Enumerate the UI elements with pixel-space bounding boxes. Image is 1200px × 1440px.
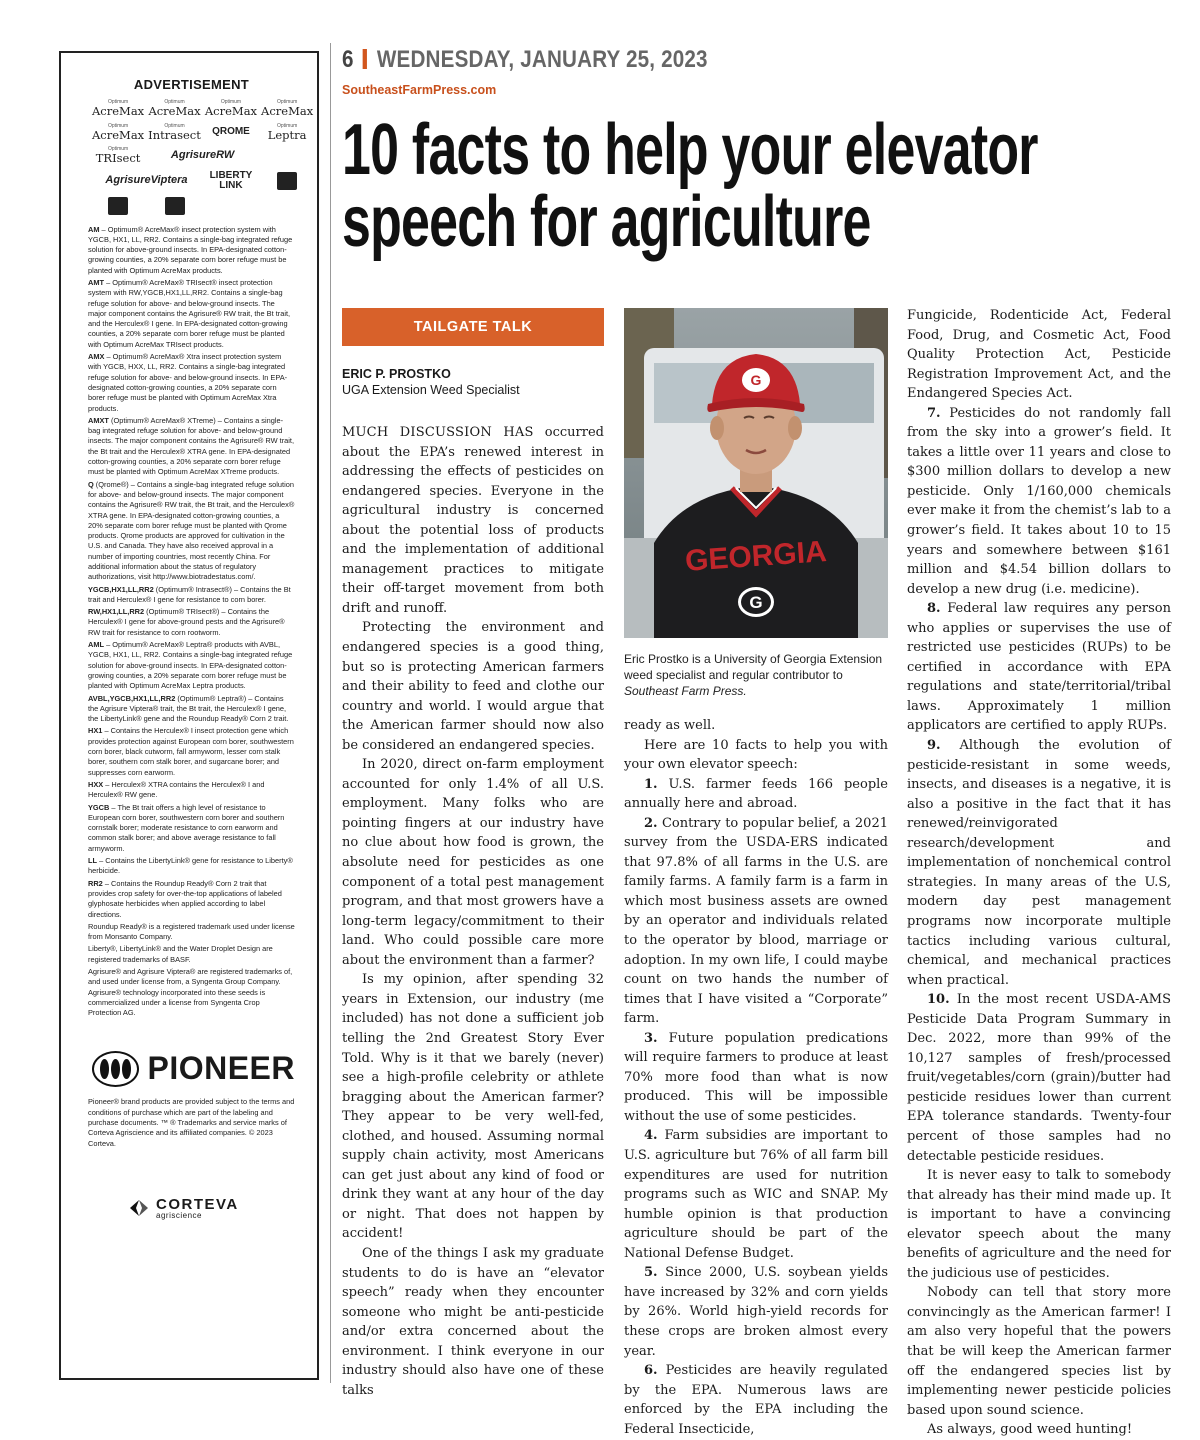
paragraph-text: In 2020, direct on-farm employment accounted for only 1.4% of all U.S. employment. Many folks who are pointing fingers at our industry have no clue about how food is grown, the absolute need for pesticides as one component of a total pest management program, and that most growers have a long-term legacy/commitment to their land. Who could possible care more about the environment than a farmer? bbox=[342, 757, 604, 968]
article-paragraph bbox=[907, 736, 1171, 990]
article-paragraph bbox=[624, 716, 888, 736]
article-paragraph bbox=[624, 1263, 888, 1361]
fact-number: 7. bbox=[927, 405, 941, 421]
paragraph-text: Here are 10 facts to help you with your own elevator speech: bbox=[624, 737, 888, 773]
trait-text: (Qrome®) – Contains a single-bag integrated refuge solution for above- and below-ground insects. The major component contains the Agrisure® RW trait, the Bt trait, and the Herculex® XTRA gene. In EPA-designated cotton-growing counties, a 20% separate corn borer refuge must be planted with Qrome products. Qrome products are approved for cultivation in the U.S. and Canada. They have also received approval in a number of importing countries, most recently China. For additional information about the status of regulatory authorizations, visit http://www.biotradestatus.com/. bbox=[88, 479, 295, 582]
article-paragraph bbox=[342, 1244, 604, 1400]
trait-definition bbox=[88, 352, 295, 414]
trait-definition bbox=[88, 780, 295, 801]
logo-brand-line: Optimum bbox=[107, 122, 129, 129]
logo-brand-line: Optimum bbox=[276, 99, 298, 105]
article-column-3 bbox=[907, 306, 1171, 1440]
article-column-1 bbox=[342, 423, 604, 1400]
site-link[interactable]: SoutheastFarmPress.com bbox=[342, 83, 497, 97]
corteva-name: CORTEVA bbox=[156, 1195, 239, 1213]
article-column-2 bbox=[624, 716, 888, 1439]
svg-text:G: G bbox=[750, 372, 762, 388]
fact-number: 10. bbox=[927, 992, 950, 1008]
fact-number: 4. bbox=[644, 1128, 658, 1144]
paragraph-text: In the most recent USDA-AMS Pesticide Data Program Summary in Dec. 2022, more than 99% of the 10,127 samples of fresh/processed fruit/vegetables/corn (grain)/butter had pesticide residues lower than current EPA tolerance standards. Twenty-four percent of those samples had no detectable pesticide residues. bbox=[907, 992, 1171, 1164]
trait-badge-icon bbox=[277, 172, 297, 190]
product-logo bbox=[205, 171, 257, 191]
article-headline: 10 facts to help your elevator speech for agriculture bbox=[342, 110, 1038, 262]
article-paragraph bbox=[624, 1126, 888, 1263]
logo-name: AcreMax bbox=[92, 104, 145, 118]
article-paragraph bbox=[342, 423, 604, 618]
product-logo bbox=[92, 124, 144, 142]
lead-in-text: MUCH DISCUSSION HAS bbox=[342, 425, 534, 440]
trait-definition bbox=[88, 640, 295, 691]
trait-definition bbox=[88, 967, 295, 1018]
logo-brand-line: Optimum bbox=[164, 99, 185, 105]
trait-code: AVBL,YGCB,HX1,LL,RR2 bbox=[88, 693, 176, 703]
paragraph-text: Contrary to popular belief, a 2021 survey from the USDA-ERS indicated that 97.8% of all farms in the U.S. are family farms. A family farm is a farm in which most business assets are owned by an operator and individuals related to the operator by blood, marriage or adoption. In my own life, I could maybe count on two hands the number of times that I have visited a “Corporate” farm. bbox=[624, 815, 888, 1027]
author-portrait-image bbox=[624, 308, 888, 638]
fact-number: 9. bbox=[927, 738, 941, 754]
trait-definition bbox=[88, 726, 295, 777]
article-paragraph bbox=[624, 1029, 888, 1127]
trait-text: (Optimum® Leptra®) – Contains the Agrisure Viptera® trait, the Bt trait, the Herculex® I gene, the LibertyLink® gene and the Roundup Ready® Corn 2 trait. bbox=[88, 693, 289, 724]
corteva-mark-icon bbox=[128, 1199, 150, 1217]
trait-code: AMX bbox=[88, 352, 105, 362]
trait-text: – The Bt trait offers a high level of resistance to European corn borer, southwestern corn borer and southern cornstalk borer; moderate resistance to corn earworm and common stalk borer; and above average resistance to fall armyworm. bbox=[88, 802, 285, 853]
trait-definition bbox=[88, 803, 295, 854]
article-paragraph bbox=[907, 1283, 1171, 1420]
corteva-wordmark bbox=[156, 1197, 239, 1220]
logo-name: AcreMax bbox=[204, 104, 258, 118]
trait-definition bbox=[88, 694, 295, 725]
article-paragraph bbox=[907, 1420, 1171, 1440]
trait-definition bbox=[88, 944, 295, 965]
trait-text: – Optimum® AcreMax® Xtra insect protection system with YGCB, HXX, LL, RR2. Contains a single-bag integrated refuge solution for above- and below-ground insects. In EPA-designated cotton-growing counties, a 20% separate corn borer refuge must be planted with Optimum AcreMax Xtra products. bbox=[88, 352, 288, 413]
article-paragraph bbox=[342, 755, 604, 970]
product-logo bbox=[268, 124, 307, 142]
paragraph-text: Although the evolution of pesticide-resistant in some weeds, insects, and diseases is a negative, it is also a positive in the fact that it has renewed/reinvigorated research/development and implementation of nonchemical control strategies. In many areas of the U.S, modern day pest management programs now incorporate multiple tactics including various cultural, chemical, and mechanical practices when practical. bbox=[907, 738, 1171, 988]
trait-definitions bbox=[88, 225, 295, 1019]
paragraph-text: Federal law requires any person who applies or supervises the use of restricted use pesticides (RUPs) to be certified in accordance with EPA regulations and state/territorial/tribal laws. Approximately 1 million applicators are certified to apply RUPs. bbox=[907, 601, 1171, 734]
trait-code: AMT bbox=[88, 277, 105, 287]
corteva-subtitle: agriscience bbox=[156, 1210, 202, 1220]
photo-caption bbox=[624, 651, 888, 700]
logo-name: AcreMax bbox=[148, 104, 201, 118]
article-paragraph bbox=[907, 990, 1171, 1166]
paragraph-text: Pesticides are heavily regulated by the EPA. Numerous laws are enforced by the EPA including the Federal Insecticide, bbox=[624, 1363, 888, 1437]
trait-text: Roundup Ready® is a registered trademark used under license from Monsanto Company. bbox=[88, 921, 295, 942]
author-byline bbox=[342, 366, 520, 398]
corteva-logo bbox=[128, 1197, 295, 1220]
trait-code: LL bbox=[88, 856, 98, 866]
trait-text: Agrisure® and Agrisure Viptera® are registered trademarks of, and used under license from, a Syngenta Group Company. Agrisure® technology incorporated into these seeds is commercialized under a license from Syngenta Crop Protection AG. bbox=[88, 966, 293, 1018]
fact-number: 2. bbox=[644, 815, 658, 831]
trait-text: – Contains the LibertyLink® gene for resistance to Liberty® herbicide. bbox=[88, 856, 293, 876]
fact-number: 1. bbox=[644, 776, 658, 792]
fact-number: 6. bbox=[644, 1363, 658, 1379]
trait-definition bbox=[88, 879, 295, 920]
page-header bbox=[342, 46, 708, 74]
ad-disclaimer: Pioneer® brand products are provided subject to the terms and conditions of purchase which are part of the labeling and purchase documents. ™ ® Trademarks and service marks of Corteva Agriscience and its affiliated companies. © 2023 Corteva. bbox=[88, 1097, 295, 1148]
product-logo bbox=[92, 100, 144, 118]
trait-code: HXX bbox=[88, 779, 104, 789]
article-paragraph bbox=[624, 1361, 888, 1439]
product-logo bbox=[148, 100, 200, 118]
paragraph-text: Pesticides do not randomly fall from the sky into a grower’s field. It takes a little over 11 years and close to $300 million dollars to develop a new pesticide. Only 1/160,000 chemicals ever make it from the chemist’s lab to a grower’s field. It takes about 10 to 15 years and somewhere between $161 million and $4.54 billion dollars to develop a new drug (i.e. medicine). bbox=[907, 405, 1171, 597]
trait-code: AM bbox=[88, 224, 100, 234]
logo-name: AgrisureViptera bbox=[105, 174, 188, 186]
product-logo bbox=[171, 150, 234, 161]
fact-number: 8. bbox=[927, 601, 941, 617]
issue-date: WEDNESDAY, JANUARY 25, 2023 bbox=[376, 46, 708, 73]
author-name: ERIC P. PROSTKO bbox=[342, 367, 451, 381]
logo-name: AcreMax bbox=[92, 127, 145, 142]
logo-brand-line: Optimum bbox=[276, 122, 298, 129]
product-logo bbox=[105, 175, 187, 186]
page-number: 6 bbox=[342, 46, 354, 73]
trait-badge-icon bbox=[108, 197, 128, 215]
author-title: UGA Extension Weed Specialist bbox=[342, 383, 520, 397]
trait-code: YGCB,HX1,LL,RR2 bbox=[88, 584, 154, 594]
paragraph-text: Nobody can tell that story more convincingly as the American farmer! I am also very hopeful that the powers that be will keep the American farmer off the endangered species list by implementing newer pesticide policies based upon sound science. bbox=[907, 1285, 1171, 1418]
article-paragraph bbox=[342, 618, 604, 755]
trait-text: – Optimum® AcreMax® Leptra® products with AVBL, YGCB, HX1, LL, RR2. Contains a single-bag integrated refuge solution for above-ground insects. In EPA-designated cotton-growing counties, a 20% separate corn borer refuge must be planted with Optimum AcreMax Leptra products. bbox=[88, 640, 293, 691]
pioneer-logo bbox=[92, 1050, 295, 1087]
pioneer-wordmark: PIONEER bbox=[147, 1050, 295, 1087]
paragraph-text: Farm subsidies are important to U.S. agriculture but 76% of all farm bill expenditures are used for nutrition programs such as WIC and SNAP. My humble opinion is that production agriculture should be part of the National Defense Budget. bbox=[624, 1128, 888, 1261]
header-separator bbox=[362, 49, 366, 69]
trait-text: – Contains the Roundup Ready® Corn 2 trait that provides crop safety for over-the-top applications of labeled glyphosate herbicides when applied according to label directions. bbox=[88, 878, 282, 919]
product-logo-grid bbox=[92, 99, 314, 215]
logo-name: LIBERTY LINK bbox=[209, 169, 253, 191]
shirt-lettering: GEORGIA bbox=[684, 535, 828, 578]
paragraph-text: Fungicide, Rodenticide Act, Federal Food, Drug, and Cosmetic Act, Food Quality Protection Act, Pesticide Registration Improvement Act, and the Endangered Species Act. bbox=[907, 308, 1171, 402]
paragraph-text: One of the things I ask my graduate students to do is have an “elevator speech” ready when they encounter someone who might be anti-pesticide and/or extra concerned about the environment. I think everyone in our industry should also have one of these talks bbox=[342, 1245, 604, 1398]
article-paragraph bbox=[624, 775, 888, 814]
trait-definition bbox=[88, 922, 295, 943]
paragraph-text: Is my opinion, after spending 32 years in Extension, our industry (me included) has not done a sufficient job telling the 2nd Greatest Story Ever Told. Why is it that we barely (never) see a high-profile celebrity or athlete bragging about the American farmer? They appear to be very well-fed, clothed, and housed. Assuming normal supply chain activity, most Americans can get just about any kind of food or drink they want at any hour of the day or night. That does not happen by accident! bbox=[342, 972, 604, 1242]
product-logo bbox=[205, 100, 257, 118]
trait-code: HX1 bbox=[88, 726, 103, 736]
corn-badge-icon bbox=[165, 197, 185, 215]
caption-text: Eric Prostko is a University of Georgia Extension weed specialist and regular contributor to bbox=[624, 652, 883, 683]
advertisement-label: ADVERTISEMENT bbox=[133, 77, 250, 92]
trait-code: AMXT bbox=[88, 415, 109, 425]
trait-code: AML bbox=[88, 640, 105, 650]
trait-definition bbox=[88, 278, 295, 350]
logo-name: Leptra bbox=[267, 127, 307, 142]
svg-text:G: G bbox=[749, 593, 763, 612]
product-logo bbox=[212, 127, 250, 137]
fact-number: 3. bbox=[644, 1030, 658, 1046]
logo-brand-line: Optimum bbox=[164, 122, 185, 129]
logo-brand-line: Optimum bbox=[107, 146, 129, 152]
trait-text: (Optimum® TRIsect®) – Contains the Herculex® I gene for above-ground pests and the Agrisure® RW trait for resistance to corn rootworm. bbox=[88, 607, 285, 637]
trait-code: YGCB bbox=[88, 802, 110, 812]
logo-brand-line: Optimum bbox=[220, 99, 242, 105]
trait-text: – Optimum® AcreMax® insect protection system with YGCB, HX1, LL, RR2. Contains a single-bag integrated refuge solution for above-ground insects. In EPA-designated cotton-growing counties, a 20% separate corn borer refuge must be planted with Optimum AcreMax products. bbox=[88, 224, 293, 275]
logo-name: AgrisureRW bbox=[170, 149, 235, 162]
advertisement-panel bbox=[59, 51, 319, 1380]
logo-name: AcreMax bbox=[261, 104, 314, 118]
article-paragraph bbox=[624, 736, 888, 775]
trait-definition bbox=[88, 480, 295, 583]
trait-definition bbox=[88, 225, 295, 276]
trait-code: Q bbox=[88, 479, 94, 489]
column-divider bbox=[330, 43, 331, 1383]
paragraph-text: It is never easy to talk to somebody that already has their mind made up. It is important to have a convincing elevator speech about the many benefits of agriculture and the need for the judicious use of pesticides. bbox=[907, 1168, 1171, 1281]
trait-text: – Contains the Herculex® I insect protection gene which provides protection against European corn borer, southwestern corn borer, black cutworm, fall armyworm, lesser corn stalk borer, southern corn stalk borer, and sugarcane borer; and suppresses corn earworm. bbox=[88, 726, 294, 777]
paragraph-text: ready as well. bbox=[624, 718, 716, 733]
trait-text: (Optimum® AcreMax® XTreme) – Contains a single-bag integrated refuge solution for above- and below-ground insects. The major component contains the Agrisure® RW trait, the Bt trait and the Herculex® XTRA gene. In EPA-designated cotton-growing counties, a 20% separate corn borer refuge must be planted with Optimum AcreMax XTreme products. bbox=[88, 415, 295, 477]
paragraph-text: occurred about the EPA’s renewed interest in addressing the effects of pesticides on endangered species. Everyone in the agricultural industry is concerned about the potential loss of products and the implementation of additional management practices to mitigate their off-target movement from both drift and runoff. bbox=[342, 425, 604, 616]
paragraph-text: Future population predications will require farmers to produce at least 70% more food than what is now produced. This will be impossible without the use of some pesticides. bbox=[624, 1030, 888, 1124]
trait-text: – Herculex® XTRA contains the Herculex® I and Herculex® RW gene. bbox=[88, 779, 265, 800]
article-paragraph bbox=[624, 814, 888, 1029]
article-paragraph bbox=[342, 970, 604, 1244]
trait-definition bbox=[88, 416, 295, 478]
product-logo bbox=[96, 147, 141, 165]
trait-definition bbox=[88, 585, 295, 606]
article-paragraph bbox=[907, 404, 1171, 599]
article-paragraph bbox=[907, 599, 1171, 736]
trait-definition bbox=[88, 856, 295, 877]
trait-code: RR2 bbox=[88, 878, 103, 888]
article-paragraph bbox=[907, 1166, 1171, 1283]
caption-publication: Southeast Farm Press. bbox=[624, 684, 747, 699]
paragraph-text: U.S. farmer feeds 166 people annually here and abroad. bbox=[624, 776, 888, 812]
logo-name: Intrasect bbox=[148, 127, 201, 142]
product-logo bbox=[261, 100, 313, 118]
paragraph-text: As always, good weed hunting! bbox=[927, 1422, 1133, 1438]
logo-name: TRIsect bbox=[95, 151, 141, 165]
trait-text: Liberty®, LibertyLink® and the Water Droplet Design are registered trademarks of BASF. bbox=[88, 944, 273, 964]
article-paragraph bbox=[907, 306, 1171, 404]
logo-brand-line: Optimum bbox=[107, 99, 129, 105]
author-photo bbox=[624, 308, 888, 638]
section-label: TAILGATE TALK bbox=[342, 308, 604, 346]
paragraph-text: Protecting the environment and endangered species is a good thing, but so is protecting American farmers and their ability to feed and clothe our country and world. I would argue that the American farmer should now also be considered an endangered species. bbox=[342, 620, 604, 753]
trait-definition bbox=[88, 607, 295, 638]
paragraph-text: Since 2000, U.S. soybean yields have increased by 32% and corn yields by 26%. World high-yield records for these crops are broken almost every year. bbox=[624, 1265, 888, 1359]
logo-name: QROME bbox=[212, 126, 250, 138]
fact-number: 5. bbox=[644, 1265, 658, 1281]
product-logo bbox=[148, 124, 201, 142]
pioneer-mark-icon bbox=[92, 1051, 139, 1087]
trait-text: – Optimum® AcreMax® TRIsect® insect protection system with RW,YGCB,HX1,LL,RR2. Contains a single-bag refuge solution for above- and below-ground insects. The major component contains the Agrisure® RW trait, the Bt trait, and the Herculex® I gene. In EPA-designated cotton-growing counties, a 20% separate corn borer refuge must be planted with Optimum AcreMax TRIsect products. bbox=[88, 277, 291, 349]
trait-code: RW,HX1,LL,RR2 bbox=[88, 607, 145, 617]
trait-text: (Optimum® Intrasect®) – Contains the Bt trait and Herculex® I gene for resistance to corn borer. bbox=[88, 584, 291, 604]
